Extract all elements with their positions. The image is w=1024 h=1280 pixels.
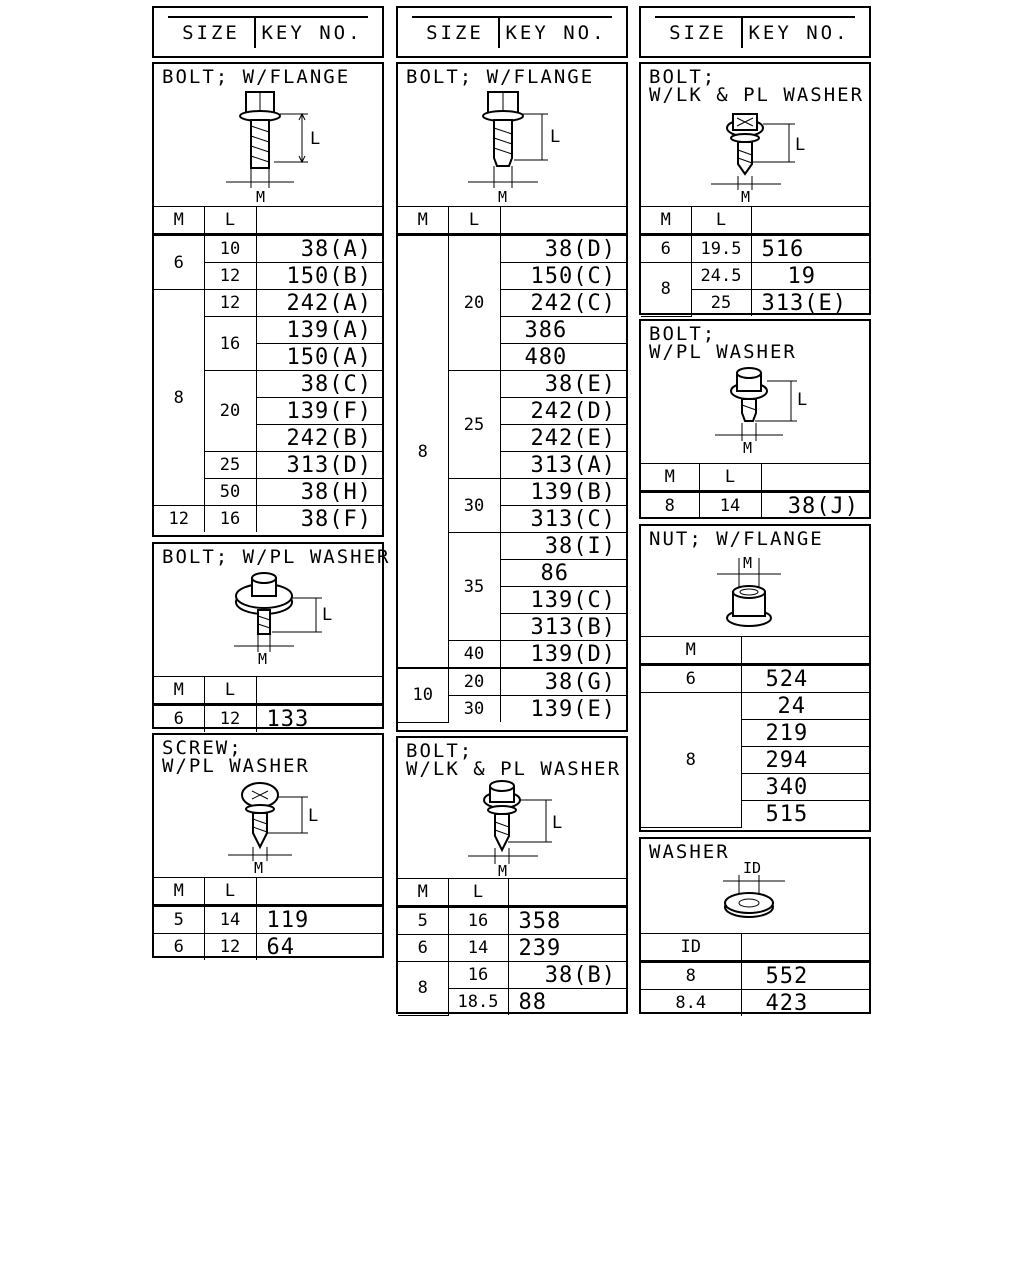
washer-panel: WASHER ID ID 8 552 8.4 423 [639, 837, 871, 1014]
panel-title: BOLT; W/FLANGE [162, 66, 351, 88]
svg-text:L: L [308, 806, 319, 826]
svg-text:L: L [552, 813, 563, 833]
screw-pl-washer-panel: SCREW; W/PL WASHER L M M L 5 14 119 6 12 64 [152, 733, 384, 958]
svg-text:L: L [322, 605, 333, 625]
key-no-header: KEY NO. [261, 22, 363, 44]
bolt-pl-washer-icon [641, 321, 869, 463]
svg-text:M: M [741, 188, 751, 206]
bolt-flange-icon [398, 64, 626, 206]
svg-text:M: M [743, 554, 753, 572]
bolt-pl-washer-panel-1: BOLT; W/PL WASHER L M M L 6 12 133 [152, 542, 384, 729]
size-header: SIZE [168, 18, 256, 48]
svg-text:M: M [498, 188, 508, 206]
svg-text:L: L [795, 135, 806, 155]
key-no-cell: 38(A) [256, 235, 382, 263]
svg-text:L: L [797, 390, 808, 410]
bolt-lk-pl-washer-panel-3: BOLT; W/LK & PL WASHER L M M L 6 19.5 516 8 24.5 19 25 313(E) [639, 62, 871, 315]
bolt-flange-table-2: M L 8 20 38(D) 150(C) 242(C) 386 480 25 38(E) 242(D) 242(E) 313(A) 30 139(B) 313(C) 35 38(I) 86 139(C) 313(B) 40 139(D) 10 20 38(G) 30 139(E) [398, 206, 626, 723]
bolt-lk-washer-icon [641, 64, 869, 206]
svg-text:L: L [550, 127, 561, 147]
screw-pl-washer-icon [154, 735, 382, 877]
bolt-pl-washer-table-3: M L 8 14 38(J) [641, 463, 869, 519]
svg-text:ID: ID [743, 859, 762, 877]
svg-text:M: M [743, 439, 753, 457]
header-box-1 [152, 6, 384, 58]
bolt-lk-washer-icon [398, 738, 626, 880]
svg-text:M: M [498, 862, 508, 880]
washer-table: ID 8 552 8.4 423 [641, 933, 869, 1016]
svg-text:M: M [258, 650, 268, 668]
bolt-lk-washer-table-3: M L 6 19.5 516 8 24.5 19 25 313(E) [641, 206, 869, 317]
bolt-pl-washer-panel-3: BOLT; W/PL WASHER L M M L 8 14 38(J) [639, 319, 871, 519]
svg-text:L: L [310, 129, 321, 149]
header-box-3: SIZE KEY NO. [639, 6, 871, 58]
bolt-lk-pl-washer-panel-2: BOLT; W/LK & PL WASHER L M M L 5 16 358 6 14 239 8 16 38(B) 18.5 88 [396, 736, 628, 1014]
bolt-pl-washer-icon [154, 544, 382, 676]
bolt-flange-icon [154, 64, 382, 206]
svg-text:M: M [254, 859, 264, 877]
nut-flange-table: M 6 524 8 24 219 294 340 515 [641, 636, 869, 828]
header-box-2: SIZE KEY NO. [396, 6, 628, 58]
washer-icon [641, 839, 869, 935]
bolt-flange-panel-2: BOLT; W/FLANGE L M M L 8 20 38(D) 150(C) 242(C) 386 480 25 38(E) 242(D) 242(E) 313(A) 30 139(B) 313(C) 35 38(I) 86 139(C) 313(B) 40 139(D) 10 20 38(G) 30 139(E) [396, 62, 628, 732]
bolt-pl-washer-table-1: M L 6 12 133 [154, 676, 382, 732]
nut-flange-panel: NUT; W/FLANGE M M 6 524 8 24 219 294 340 515 [639, 524, 871, 832]
bolt-lk-washer-table-2: M L 5 16 358 6 14 239 8 16 38(B) 18.5 88 [398, 878, 626, 1016]
screw-pl-washer-table: M L 5 14 119 6 12 64 [154, 877, 382, 960]
nut-flange-icon [641, 526, 869, 638]
bolt-flange-table-1: M L 6 10 38(A) 12 150(B) 8 12 242(A) 16 139(A) 150(A) 20 38(C) 139(F) 242(B) 25 313(D) 50 38(H) 12 16 38(F) [154, 206, 382, 532]
svg-text:M: M [256, 188, 266, 206]
bolt-flange-panel-1 [152, 62, 384, 537]
